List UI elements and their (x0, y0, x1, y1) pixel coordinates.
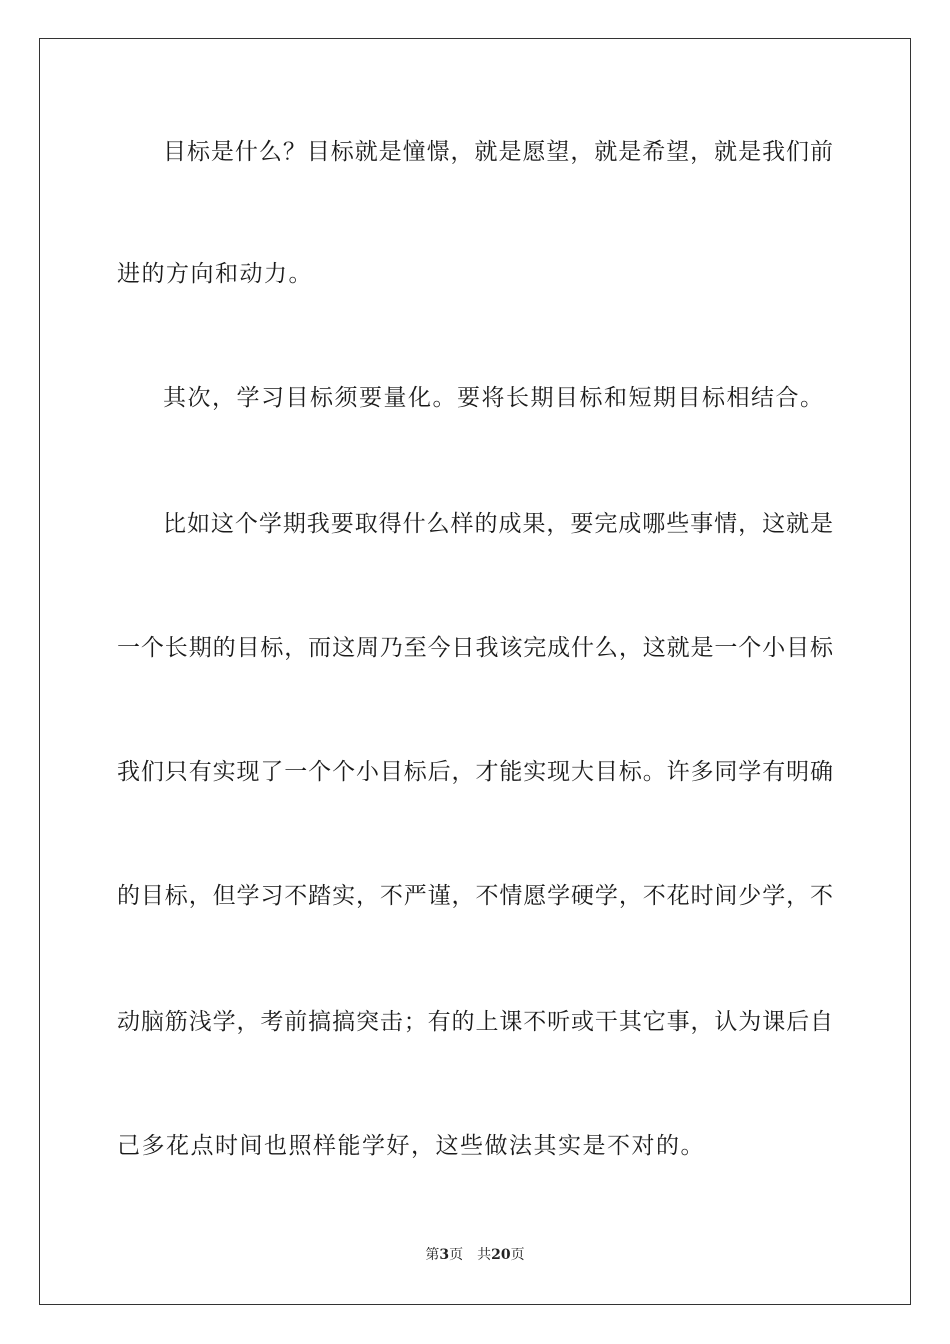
paragraph-1-line-2: 进的方向和动力。 (117, 261, 313, 287)
footer-page-suffix: 页 (449, 1247, 464, 1263)
paragraph-3-line-4: 的目标，但学习不踏实，不严谨，不情愿学硬学，不花时间少学，不 (117, 883, 833, 909)
paragraph-1-line-1: 目标是什么？目标就是憧憬，就是愿望，就是希望，就是我们前 (163, 139, 833, 165)
paragraph-3-line-2: 一个长期的目标，而这周乃至今日我该完成什么，这就是一个小目标 (117, 635, 833, 661)
footer-total-prefix: 共 (477, 1247, 492, 1263)
page-footer (0, 1246, 950, 1264)
footer-page-number: 3 (439, 1247, 450, 1263)
paragraph-3-line-5: 动脑筋浅学，考前搞搞突击；有的上课不听或干其它事，认为课后自 (117, 1009, 833, 1035)
footer-total-pages: 20 (491, 1247, 511, 1263)
footer-page-prefix: 第 (425, 1247, 440, 1263)
page-border (39, 38, 911, 1305)
paragraph-3-line-3: 我们只有实现了一个个小目标后，才能实现大目标。许多同学有明确 (117, 759, 833, 785)
paragraph-2-line-1: 其次，学习目标须要量化。要将长期目标和短期目标相结合。 (163, 385, 825, 411)
paragraph-3-line-6: 己多花点时间也照样能学好，这些做法其实是不对的。 (117, 1133, 705, 1159)
footer-total-suffix: 页 (510, 1247, 525, 1263)
paragraph-3-line-1: 比如这个学期我要取得什么样的成果，要完成哪些事情，这就是 (163, 511, 833, 537)
